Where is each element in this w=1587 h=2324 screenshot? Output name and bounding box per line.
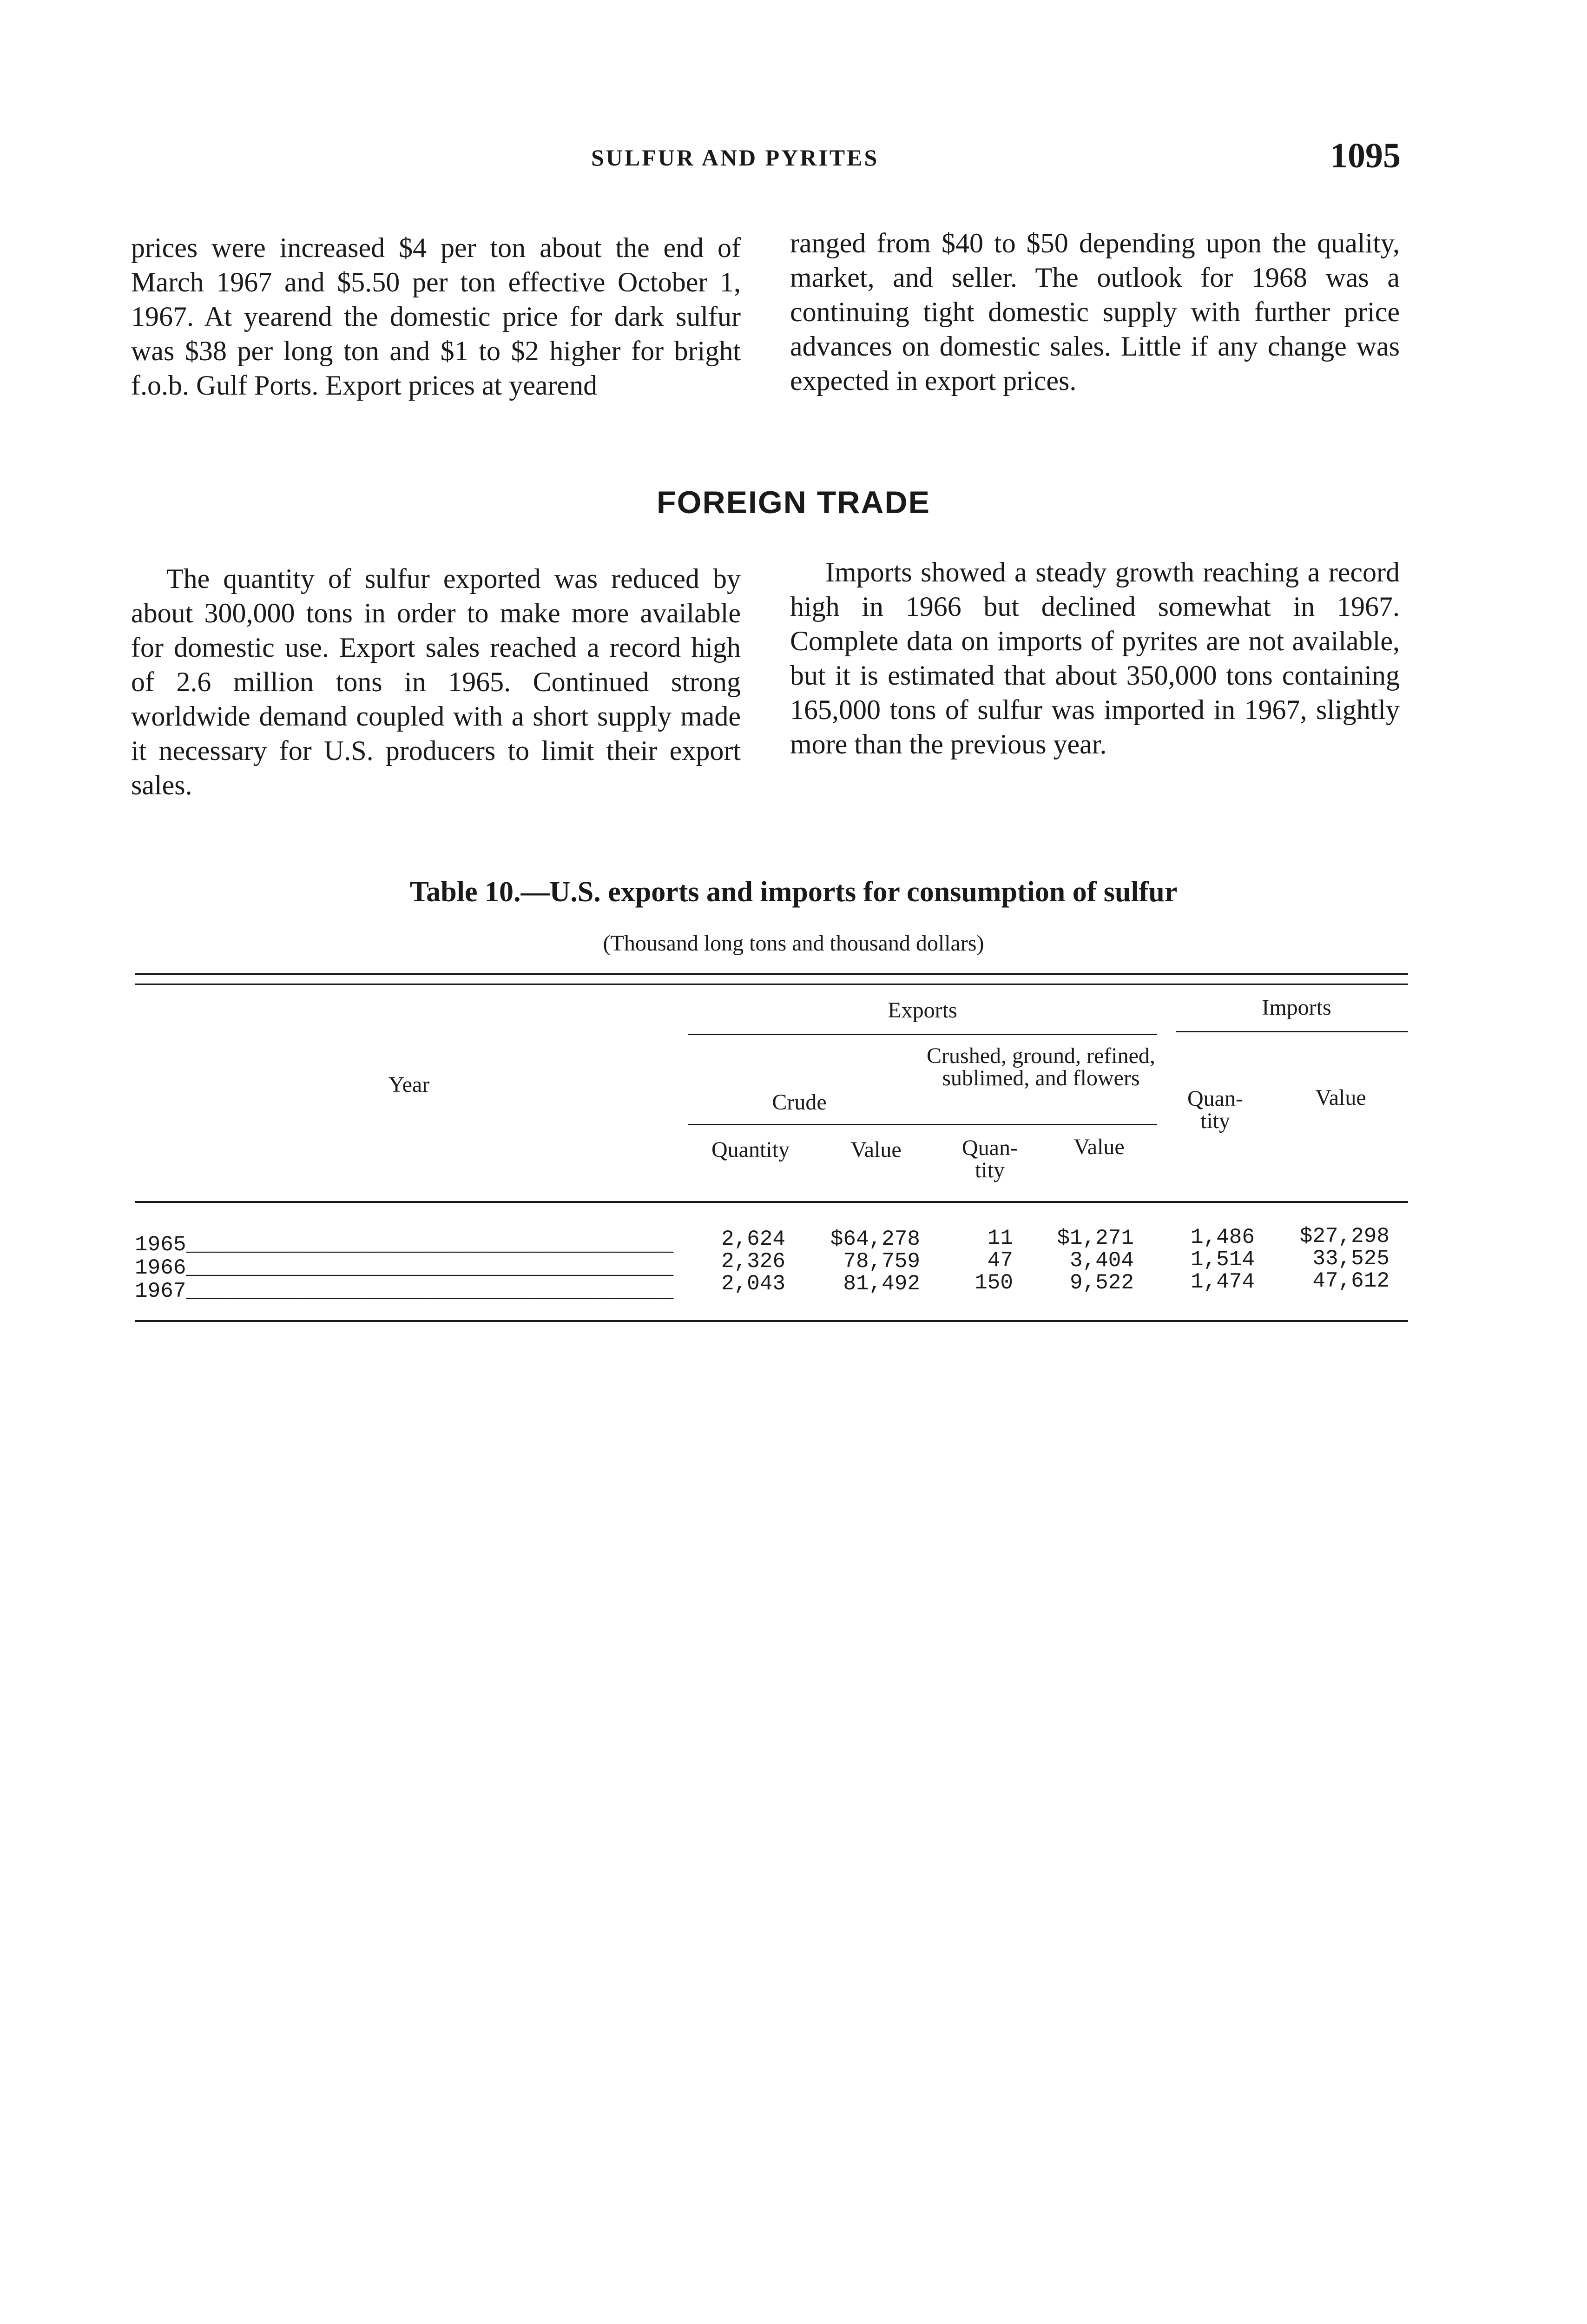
- row-crushed-quantity: 47: [987, 1248, 1013, 1273]
- subgroup-rule: [688, 1124, 1157, 1125]
- row-crushed-value: $1,271: [1057, 1226, 1134, 1250]
- row-imports-value: 33,525: [1312, 1247, 1389, 1271]
- row-year: 1965______________________________________: [135, 1234, 674, 1256]
- header-imports-quantity: Quan- tity: [1187, 1086, 1243, 1133]
- row-crushed-quantity: 11: [987, 1226, 1013, 1250]
- header-crude-value: Value: [850, 1137, 902, 1162]
- foreign-trade-left-paragraph: The quantity of sulfur exported was reduced by about 300,000 tons in order to make more available for domestic use. Export sales reached a record high of 2.6 million tons in 1965. Continued strong worldwide demand coupled with a short supply made it necessary for U.S. producers to limit their export sales.: [131, 563, 741, 800]
- page-number: 1095: [1330, 136, 1401, 175]
- header-bottom-rule: [135, 1201, 1408, 1203]
- row-crushed-value: 9,522: [1069, 1271, 1134, 1295]
- row-crude-value: 81,492: [843, 1272, 920, 1296]
- header-year: Year: [388, 1072, 430, 1097]
- row-crude-quantity: 2,043: [721, 1272, 785, 1296]
- row-crushed-quantity: 150: [975, 1271, 1013, 1295]
- table-title: Table 10.—U.S. exports and imports for consumption of sulfur: [409, 876, 1178, 908]
- row-crude-quantity: 2,326: [721, 1249, 785, 1274]
- row-imports-quantity: 1,486: [1190, 1225, 1255, 1249]
- row-year: 1967______________________________________: [135, 1280, 674, 1302]
- header-crude-quantity: Quantity: [711, 1137, 790, 1162]
- row-imports-quantity: 1,514: [1190, 1248, 1255, 1272]
- foreign-trade-heading: FOREIGN TRADE: [657, 485, 930, 520]
- exports-rule: [688, 1034, 1157, 1035]
- row-crude-quantity: 2,624: [721, 1227, 785, 1251]
- top-right-column: [790, 226, 1400, 398]
- running-title: SULFUR AND PYRITES: [591, 145, 879, 171]
- row-crude-value: 78,759: [843, 1249, 920, 1274]
- header-crude: Crude: [772, 1090, 827, 1115]
- row-imports-quantity: 1,474: [1190, 1270, 1255, 1294]
- top-left-column: [131, 231, 741, 403]
- row-crude-value: $64,278: [830, 1227, 920, 1251]
- header-crushed: Crushed, ground, refined, sublimed, and flowers: [927, 1043, 1155, 1090]
- row-imports-value: 47,612: [1312, 1269, 1389, 1293]
- header-exports: Exports: [888, 998, 957, 1023]
- table-top-rule: [135, 973, 1408, 975]
- header-imports-value: Value: [1315, 1085, 1366, 1110]
- header-imports: Imports: [1262, 995, 1331, 1020]
- row-imports-value: $27,298: [1299, 1224, 1389, 1248]
- foreign-trade-right-paragraph: Imports showed a steady growth reaching a record high in 1966 but declined somewhat in 1967. Complete data on imports of pyrites are not available, but it is estimated that about 350,000 tons containing 165,000 tons of sulfur was imported in 1967, slightly more than the previous year.: [790, 557, 1400, 759]
- foreign-trade-right-column: [790, 555, 1400, 761]
- header-crushed-quantity: Quan- tity: [962, 1136, 1018, 1182]
- foreign-trade-left-column: [131, 561, 741, 802]
- row-crushed-value: 3,404: [1069, 1248, 1134, 1273]
- table-top-rule-2: [135, 984, 1408, 985]
- top-left-paragraph: prices were increased $4 per ton about the end of March 1967 and $5.50 per ton effective October 1, 1967. At yearend the domestic price for dark sulfur was $38 per long ton and $1 to $2 higher for bright f.o.b. Gulf Ports. Export prices at yearend: [131, 232, 741, 401]
- imports-rule: [1176, 1031, 1408, 1032]
- running-head: [0, 136, 1587, 178]
- table-bottom-rule: [135, 1320, 1408, 1322]
- top-right-paragraph: ranged from $40 to $50 depending upon the quality, market, and seller. The outlook for 1968 was a continuing tight domestic supply with further price advances on domestic sales. Little if any change was expected in export prices.: [790, 228, 1400, 396]
- row-year: 1966______________________________________: [135, 1257, 674, 1279]
- header-crushed-value: Value: [1073, 1135, 1125, 1159]
- table-subtitle: (Thousand long tons and thousand dollars): [603, 931, 984, 956]
